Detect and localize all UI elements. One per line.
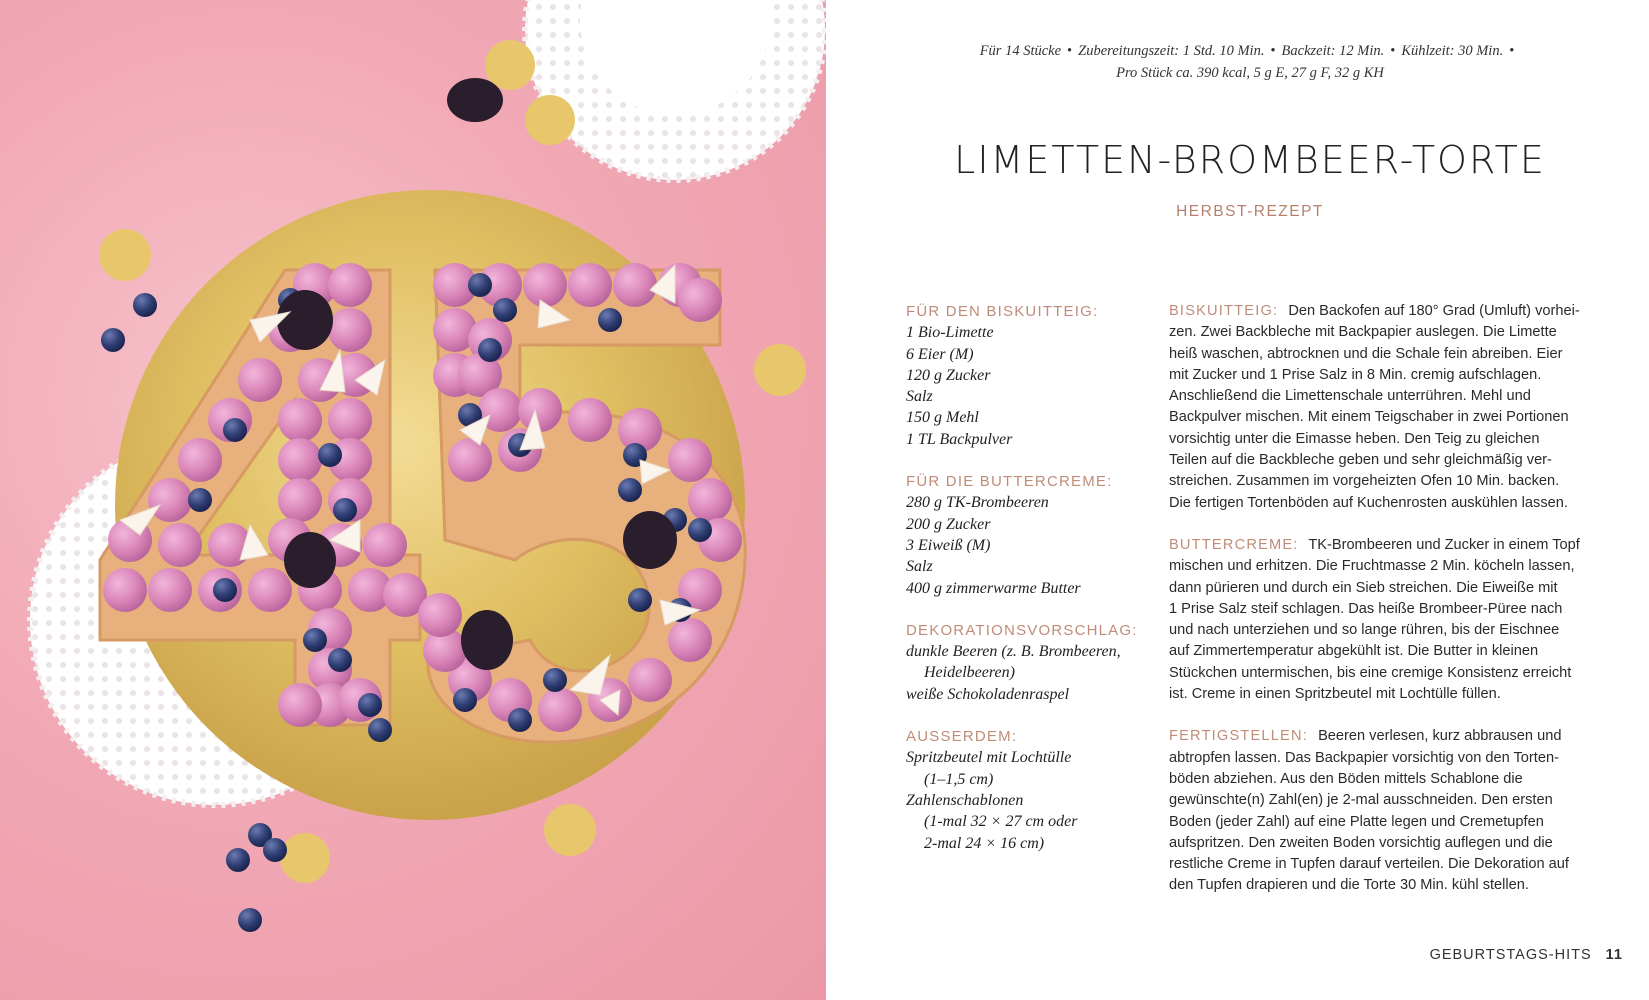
blueberry <box>688 518 712 542</box>
ingredient-item: 2-mal 24 × 16 cm) <box>924 834 1045 852</box>
cream-dollop <box>613 263 657 307</box>
cream-dollop <box>448 438 492 482</box>
ingredients-column <box>906 301 1156 875</box>
section-name: GEBURTSTAGS-HITS <box>1429 947 1592 963</box>
ingredient-item: 400 g zimmerwarme Butter <box>906 579 1081 597</box>
instruction-line <box>1169 365 1597 386</box>
instruction-line <box>1169 854 1597 875</box>
instruction-line <box>1169 322 1597 343</box>
cream-dollop <box>278 478 322 522</box>
blueberry <box>628 588 652 612</box>
blueberry <box>328 648 352 672</box>
blueberry <box>333 498 357 522</box>
servings: Für 14 Stücke <box>979 43 1062 59</box>
instruction-step-heading: FERTIGSTELLEN: <box>1169 728 1308 745</box>
ingredient-item: (1-mal 32 × 27 cm oder <box>924 813 1078 831</box>
cream-dollop <box>678 278 722 322</box>
cream-dollop <box>148 568 192 612</box>
instruction-text: mit Zucker und 1 Prise Salz in 8 Min. cremig aufschlagen. <box>1169 366 1542 383</box>
ingredient-item: weiße Schokoladenraspel <box>906 685 1070 703</box>
instruction-line <box>1169 684 1597 705</box>
instruction-text: TK-Brombeeren und Zucker in einem Topf <box>1308 536 1580 553</box>
ingredient-item: 280 g TK-Brombeeren <box>906 494 1049 512</box>
recipe-subtitle: HERBST-REZEPT <box>1176 203 1324 220</box>
instruction-text: abtropfen lassen. Das Backpapier vorsichtig von den Torten- <box>1169 749 1559 766</box>
cream-dollop <box>238 358 282 402</box>
instruction-line <box>1169 875 1597 896</box>
instruction-step-heading: BISKUITTEIG: <box>1169 303 1279 319</box>
blueberry <box>263 838 287 862</box>
ingredient-item: dunkle Beeren (z. B. Brombeeren, <box>906 643 1121 661</box>
blueberry <box>133 293 157 317</box>
instruction-text: restliche Creme in Tupfen darauf verteilen. Die Dekoration auf <box>1169 856 1569 873</box>
instruction-text: zen. Zwei Backbleche mit Backpapier auslegen. Die Limette <box>1169 324 1557 341</box>
doily-top <box>525 0 825 180</box>
instructions-column <box>1169 301 1597 918</box>
ingredient-group <box>906 301 1156 450</box>
bake-time: Backzeit: 12 Min. <box>1281 43 1385 59</box>
cream-dollop <box>363 523 407 567</box>
instruction-line <box>1169 663 1597 684</box>
blueberry <box>508 708 532 732</box>
ingredient-item: Zahlenschablonen <box>906 791 1024 809</box>
blueberry <box>358 693 382 717</box>
instruction-line <box>1169 450 1597 471</box>
instruction-line <box>1169 535 1597 556</box>
instruction-line <box>1169 386 1597 407</box>
ingredient-item: Spritzbeutel mit Lochtülle <box>906 749 1072 767</box>
instruction-line <box>1169 471 1597 492</box>
cream-dollop <box>278 683 322 727</box>
prep-time: Zubereitungszeit: 1 Std. 10 Min. <box>1078 43 1265 59</box>
instruction-line <box>1169 748 1597 769</box>
nutrition: Pro Stück ca. 390 kcal, 5 g E, 27 g F, 32 g KH <box>1116 65 1384 81</box>
instruction-step <box>1169 301 1597 514</box>
cream-dollop <box>668 618 712 662</box>
cream-dollop <box>328 308 372 352</box>
cream-dollop <box>278 438 322 482</box>
instruction-line <box>1169 833 1597 854</box>
blueberry <box>468 273 492 297</box>
instruction-text: Boden (jeder Zahl) auf eine Platte legen und Cremetupfen <box>1169 813 1544 830</box>
instruction-text: den Tupfen drapieren und die Torte 30 Min. kühl stellen. <box>1169 877 1529 894</box>
instruction-text: Anschließend die Limettenschale unterrühren. Mehl und <box>1169 388 1531 405</box>
instruction-text: streichen. Zusammen im vorgeheizten Ofen 10 Min. backen. <box>1169 473 1560 490</box>
instruction-line <box>1169 726 1597 747</box>
blueberry <box>213 578 237 602</box>
cream-dollop <box>518 388 562 432</box>
blueberry <box>618 478 642 502</box>
ingredient-item: 3 Eiweiß (M) <box>906 536 991 554</box>
ingredient-group-heading: FÜR DIE BUTTERCREME: <box>906 473 1113 491</box>
blueberry <box>493 298 517 322</box>
cream-dollop <box>328 398 372 442</box>
cream-dollop <box>523 263 567 307</box>
instruction-text: Beeren verlesen, kurz abbrausen und <box>1318 728 1562 745</box>
instruction-text: böden abziehen. Aus den Böden mittels Schablone die <box>1169 770 1523 787</box>
ingredient-item: 1 TL Backpulver <box>906 430 1013 448</box>
cream-dollop <box>148 478 192 522</box>
cream-dollop <box>248 568 292 612</box>
instruction-line <box>1169 407 1597 428</box>
ingredient-group <box>906 471 1156 599</box>
ingredient-group-heading: AUSSERDEM: <box>906 728 1018 746</box>
instruction-text: heiß waschen, abtrocknen und die Schale fein abreiben. Eier <box>1169 345 1563 362</box>
instruction-text: und nach unterziehen und so lange rühren, bis der Eischnee <box>1169 622 1560 639</box>
ingredient-item: (1–1,5 cm) <box>924 770 994 788</box>
blueberry <box>368 718 392 742</box>
blueberry <box>478 338 502 362</box>
ingredient-group <box>906 620 1156 705</box>
ingredient-item: 1 Bio-Limette <box>906 324 994 342</box>
cream-dollop <box>538 688 582 732</box>
blueberry <box>226 848 250 872</box>
ingredient-item: Salz <box>906 558 933 576</box>
ingredient-item: 150 g Mehl <box>906 409 979 427</box>
ingredient-group-heading: DEKORATIONSVORSCHLAG: <box>906 621 1138 639</box>
ingredient-group-heading: FÜR DEN BISKUITTEIG: <box>906 303 1099 320</box>
blueberry <box>598 308 622 332</box>
ingredient-item: 120 g Zucker <box>906 366 991 384</box>
recipe-title: LIMETTEN-BROMBEER-TORTE <box>954 138 1546 182</box>
page-footer <box>1430 947 1623 963</box>
ingredient-item: 6 Eier (M) <box>906 345 974 363</box>
cool-time: Kühlzeit: 30 Min. <box>1401 43 1504 59</box>
instruction-text: ist. Creme in einen Spritzbeutel mit Lochtülle füllen. <box>1169 686 1501 703</box>
cream-dollop <box>568 398 612 442</box>
instruction-text: aufspritzen. Den zweiten Boden vorsichtig auflegen und die <box>1169 834 1553 851</box>
cream-dollop <box>278 398 322 442</box>
instruction-text: dann pürieren und durch ein Sieb streichen. Die Eiweiße mit <box>1169 579 1558 596</box>
instruction-line <box>1169 578 1597 599</box>
instruction-step <box>1169 535 1597 705</box>
instruction-step <box>1169 726 1597 896</box>
blueberry <box>543 668 567 692</box>
instruction-line <box>1169 493 1597 514</box>
ingredient-group <box>906 726 1156 854</box>
blueberry <box>223 418 247 442</box>
instruction-text: Stückchen untermischen, bis eine cremige Konsistenz erreicht <box>1169 664 1572 681</box>
instruction-text: Backpulver mischen. Mit einem Teigschaber in zwei Portionen <box>1169 409 1569 426</box>
cream-dollop <box>568 263 612 307</box>
cream-dollop <box>103 568 147 612</box>
meta-line-1: Für 14 Stücke • Zubereitungszeit: 1 Std. 10 Min. • Backzeit: 12 Min. • Kühlzeit: 30 Min. • <box>979 43 1515 59</box>
cream-dollop <box>418 593 462 637</box>
instruction-text: 1 Prise Salz steif schlagen. Das heiße Brombeer-Püree nach <box>1169 600 1563 617</box>
cream-dollop <box>328 263 372 307</box>
cream-dollop <box>158 523 202 567</box>
instruction-line <box>1169 556 1597 577</box>
blueberry <box>188 488 212 512</box>
cream-dollop <box>628 658 672 702</box>
ingredient-item: Salz <box>906 388 933 406</box>
instruction-text: Die fertigen Tortenböden auf Kuchenrosten auskühlen lassen. <box>1169 494 1568 511</box>
instruction-line <box>1169 301 1597 322</box>
instruction-text: mischen und erhitzen. Die Fruchtmasse 2 Min. köcheln lassen, <box>1169 558 1575 575</box>
ingredient-item: Heidelbeeren) <box>924 664 1015 682</box>
instruction-line <box>1169 344 1597 365</box>
blueberry <box>318 443 342 467</box>
blueberry <box>101 328 125 352</box>
blueberry <box>303 628 327 652</box>
instruction-text: gewünschte(n) Zahl(en) je 2-mal ausschneiden. Den ersten <box>1169 792 1553 809</box>
blueberry <box>453 688 477 712</box>
instruction-step-heading: BUTTERCREME: <box>1169 536 1299 553</box>
ingredient-item: 200 g Zucker <box>906 515 991 533</box>
blueberry <box>238 908 262 932</box>
instruction-line <box>1169 641 1597 662</box>
instruction-line <box>1169 429 1597 450</box>
instruction-line <box>1169 812 1597 833</box>
instruction-text: auf Zimmertemperatur abgekühlt ist. Die Butter in kleinen <box>1169 643 1539 660</box>
instruction-line <box>1169 769 1597 790</box>
instruction-line <box>1169 620 1597 641</box>
instruction-text: Den Backofen auf 180° Grad (Umluft) vorhei- <box>1288 303 1580 319</box>
cream-dollop <box>668 438 712 482</box>
recipe-meta <box>900 40 1600 84</box>
page-number: 11 <box>1605 947 1623 963</box>
instruction-text: Teilen auf die Backbleche geben und sehr gleichmäßig ver- <box>1169 452 1552 469</box>
cream-dollop <box>178 438 222 482</box>
instruction-text: vorsichtig unter die Eimasse heben. Den Teig zu gleichen <box>1169 430 1540 447</box>
instruction-line <box>1169 599 1597 620</box>
instruction-line <box>1169 790 1597 811</box>
cream-dollop <box>688 478 732 522</box>
